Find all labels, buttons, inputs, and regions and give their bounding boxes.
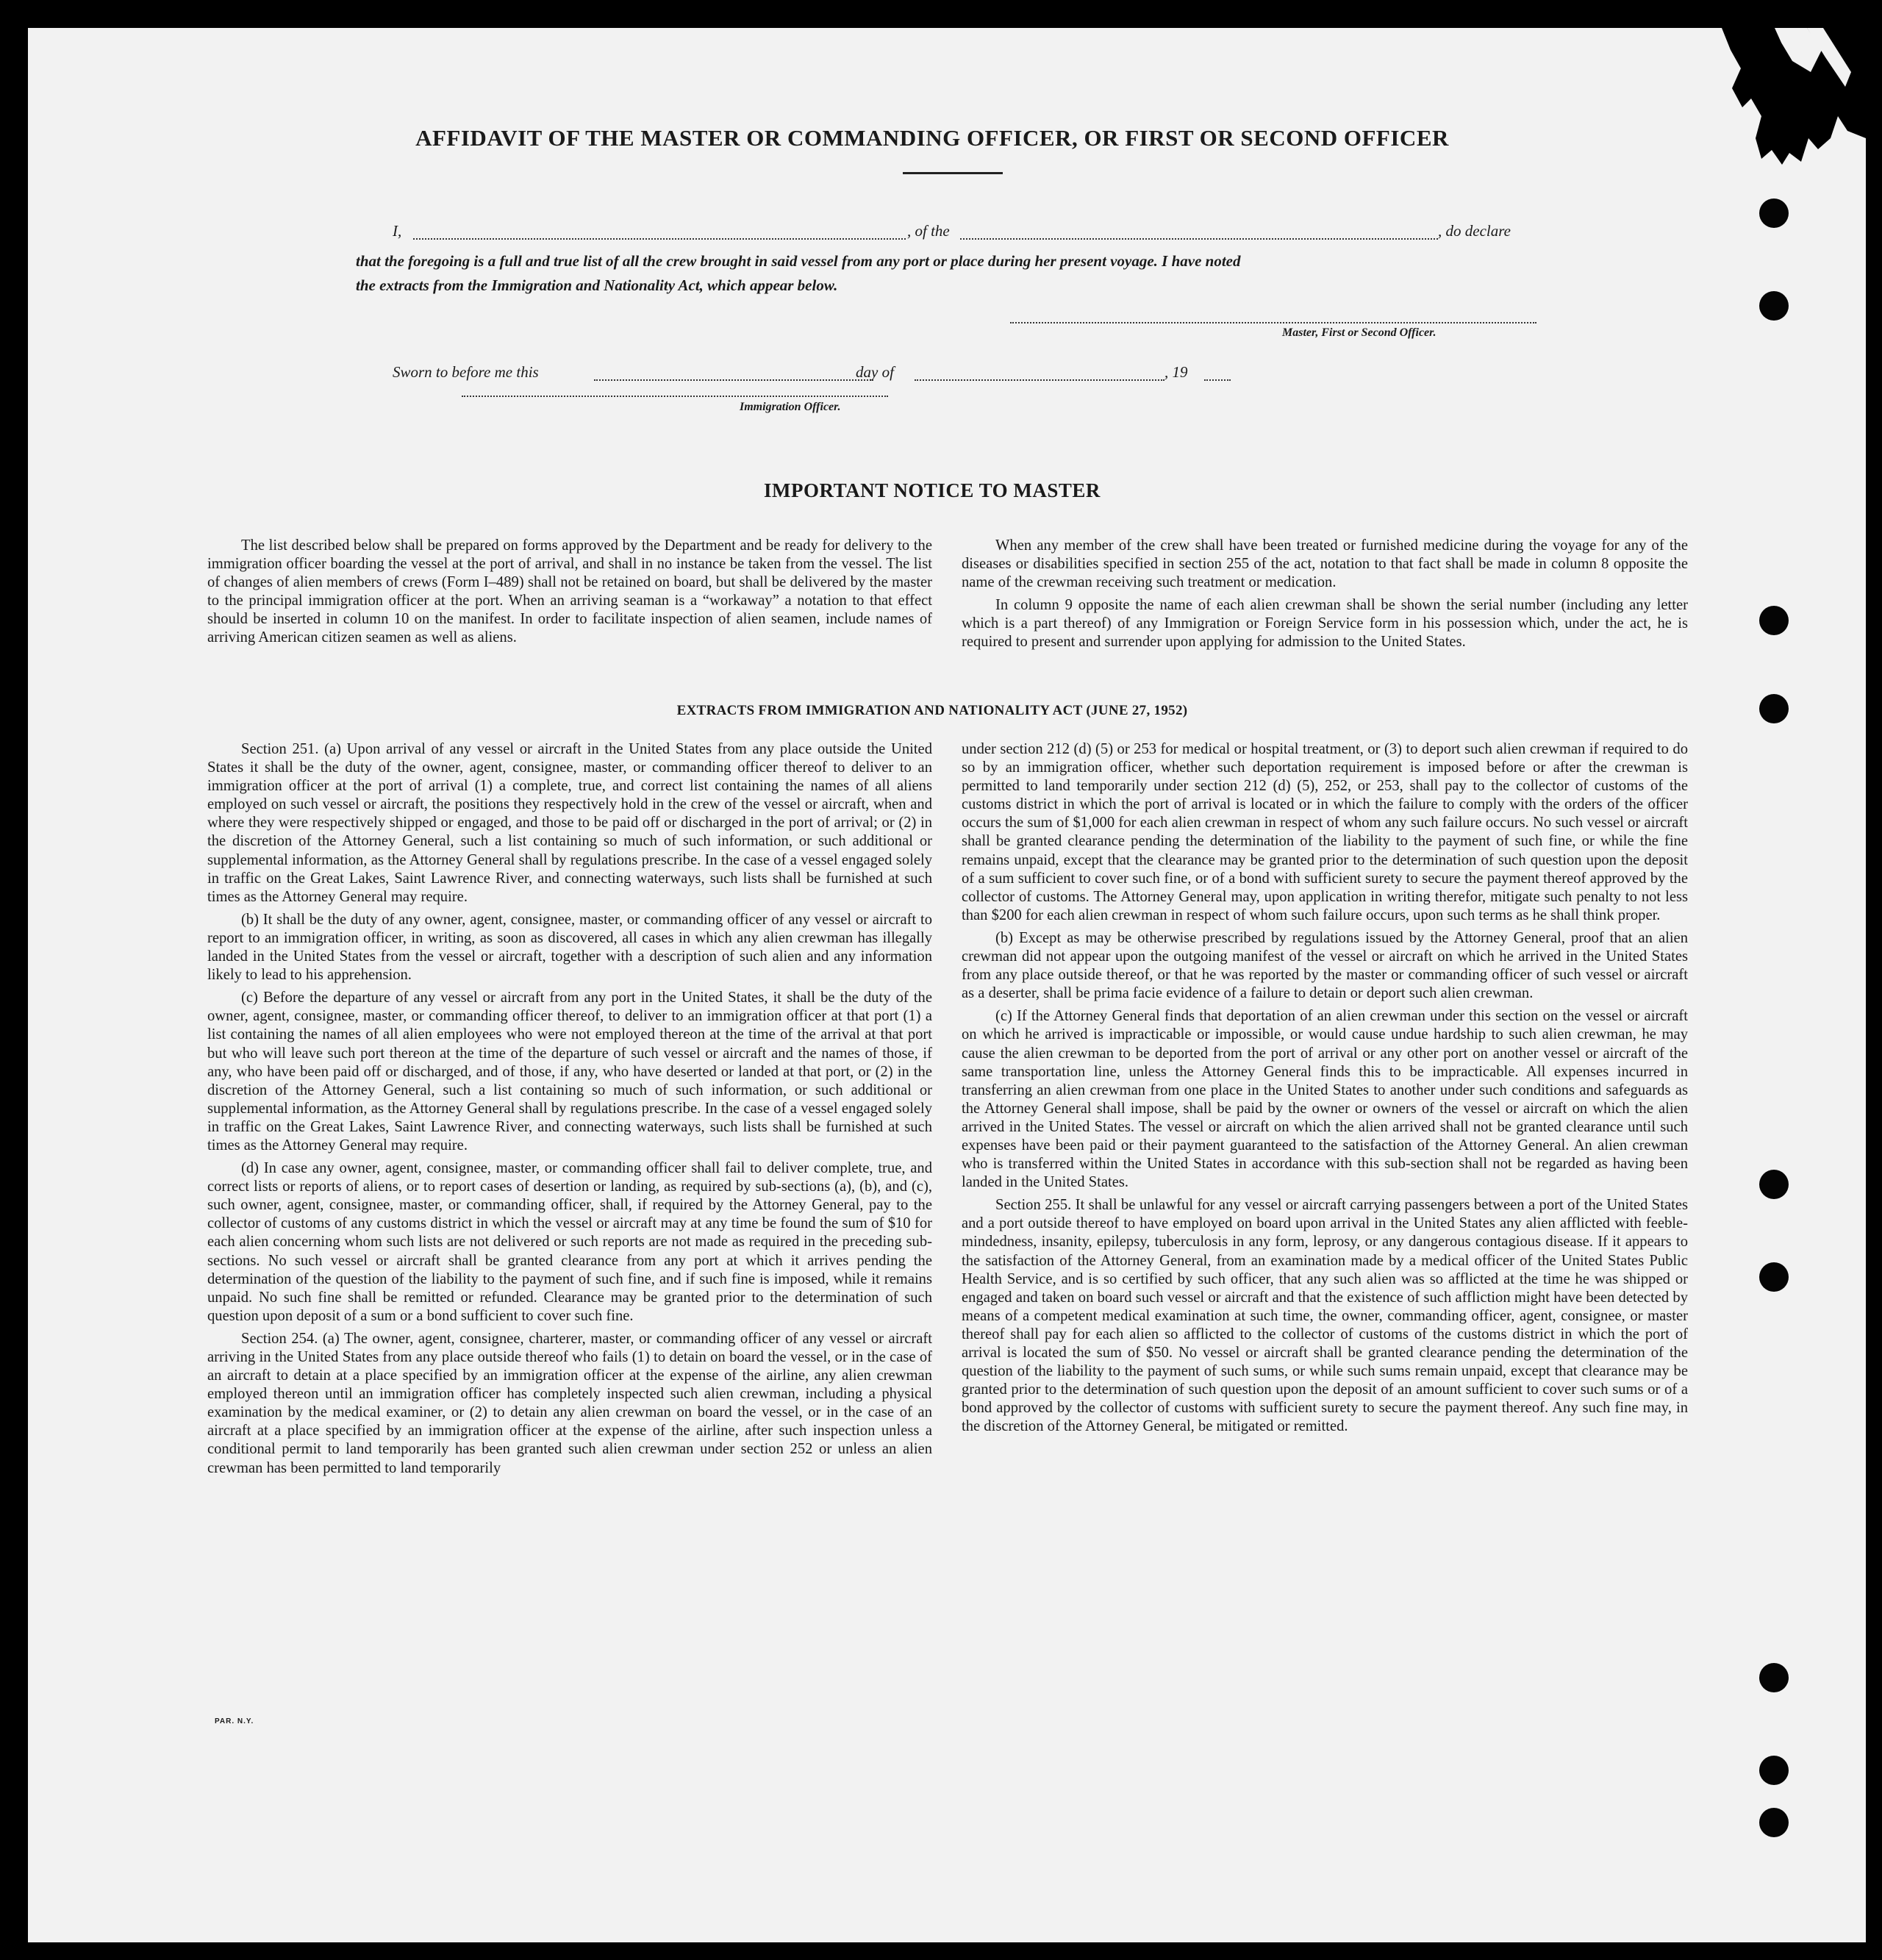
of-the-label: , of the <box>907 222 950 240</box>
vessel-name-field[interactable] <box>960 238 1438 240</box>
day-of-label: day of <box>856 363 894 381</box>
section-254-a: Section 254. (a) The owner, agent, consignee, charterer, master, or commanding officer of any vessel or aircraft arriving in the United States from any place outside thereof who fails (1) to detain on board the vessel, or in the case of an aircraft to detain at a place specified by an immigration officer at the expense of the airline, any alien crewman employed thereon until an immigration officer has completely inspected such alien crewman, including a physical examination by the medical examiner, or (2) to detain any alien crewman on board the vessel, or in the case of an aircraft at a place specified by an immigration officer at the expense of the airline, after such inspection unless a conditional permit to land temporarily has been granted such alien crewman under section 252 or unless an alien crewman has been permitted to land temporarily <box>207 1330 932 1476</box>
declarant-name-field[interactable] <box>413 238 906 240</box>
section-254-a-continued: under section 212 (d) (5) or 253 for medical or hospital treatment, or (3) to deport such alien crewman if required to do so by an immigration officer, whether such deportation requirement is imposed before or after the crewman is permitted to land temporarily under section 212 (d) (5), 252, or 253, shall pay to the collector of customs of the customs district in which the port of arrival is located or in which the failure to comply with the orders of the officer occurs the sum of $1,000 for each alien crewman in respect of whom any such failure occurs. No such vessel or aircraft shall be granted clearance pending the determination of the liability to the payment of such fine, or while the fine remains unpaid, except that the clearance may be granted prior to the determination of such question upon the deposit of a sum sufficient to cover such fine, or of a bond with sufficient surety to secure the payment thereof approved by the collector of customs. The Attorney General may, upon application in writing therefor, mitigate such penalty to not less than $200 for each alien crewman in respect of whom such failure occurs, upon such terms as he shall think proper. <box>962 741 1688 923</box>
extracts-right-column <box>962 740 1688 1436</box>
binder-hole <box>1759 606 1789 635</box>
notice-right-paragraph-2: In column 9 opposite the name of each alien crewman shall be shown the serial number (including any letter which is a part thereof) of any Immigration or Foreign Service form in his possession which, under the act, he is required to present and surrender upon applying for admission to the United States. <box>962 597 1688 651</box>
sworn-month-field[interactable] <box>915 379 1164 381</box>
binder-hole <box>1759 291 1789 321</box>
section-254-b: (b) Except as may be otherwise prescribed by regulations issued by the Attorney General, proof that an alien crewman did not appear upon the outgoing manifest of the vessel or aircraft on which he arrived in the United States from any place outside thereof, or that he was reported by the master or commanding officer of such vessel or aircraft as a deserter, shall be prima facie evidence of a failure to detain or deport such alien crewman. <box>962 929 1688 1002</box>
declaration-line-1: that the foregoing is a full and true list of all the crew brought in said vessel from any port or place during her present voyage. I have noted <box>356 252 1241 270</box>
notice-left-column <box>207 537 932 648</box>
notice-right-paragraph-1: When any member of the crew shall have been treated or furnished medicine during the voyage for any of the diseases or disabilities specified in section 255 of the act, notation to that fact shall be made in column 8 opposite the name of the crewman receiving such treatment or medication. <box>962 537 1688 591</box>
affidavit-title: AFFIDAVIT OF THE MASTER OR COMMANDING OFFICER, OR FIRST OR SECOND OFFICER <box>415 125 1449 151</box>
master-signature-caption: Master, First or Second Officer. <box>1282 326 1436 339</box>
binder-hole <box>1759 198 1789 228</box>
extracts-left-column <box>207 740 932 1478</box>
printer-mark: PAR. N.Y. <box>215 1717 254 1725</box>
form-page <box>28 28 1866 1942</box>
do-declare-label: , do declare <box>1438 222 1511 240</box>
section-251-b: (b) It shall be the duty of any owner, agent, consignee, master, or commanding officer of any vessel or aircraft to report to an immigration officer, in writing, as soon as discovered, all cases in which any alien crewman has illegally landed in the United States from the vessel or aircraft, together with a description of such alien and any information likely to lead to his apprehension. <box>207 911 932 984</box>
section-255: Section 255. It shall be unlawful for any vessel or aircraft carrying passengers between a port of the United States and a port outside thereof to have employed on board upon arrival in the United States any alien afflicted with feeble-mindedness, insanity, epilepsy, tuberculosis in any form, leprosy, or any dangerous contagious disease. If it appears to the satisfaction of the Attorney General, from an examination made by a medical officer of the United States Public Health Service, and is so certified by such officer, that any such alien was so afflicted at the time he was shipped or engaged and taken on board such vessel or aircraft and that the existence of such affliction might have been detected by means of a competent medical examination at such time, the owner, commanding officer, agent, consignee, or master thereof shall pay for each alien so afflicted to the collector of customs of the customs district in which the port of arrival is located the sum of $50. No vessel or aircraft shall be granted clearance pending the determination of the question of the liability to the payment of such sums, or while such sums remain unpaid, except that clearance may be granted prior to the determination of such question upon the deposit of an amount sufficient to cover such sums or of a bond approved by the collector of customs with sufficient surety to secure the payment thereof. Any such fine may, in the discretion of the Attorney General, be mitigated or remitted. <box>962 1197 1688 1435</box>
section-254-c: (c) If the Attorney General finds that deportation of an alien crewman under this section on the vessel or aircraft on which he arrived is impracticable or impossible, or would cause undue hardship to such alien crewman, he may cause the alien crewman to be deported from the port of arrival or any other port on another vessel or aircraft of the same transportation line, unless the Attorney General finds this to be impracticable. All expenses incurred in transferring an alien crewman from one place in the United States to another under such conditions and safeguards as the Attorney General shall impose, shall be paid by the owner or owners of the vessel or aircraft on which the alien arrived in the United States. The vessel or aircraft on which the alien arrived shall not be granted clearance until such expenses have been paid or their payment guaranteed to the satisfaction of the Attorney General. An alien crewman who is transferred within the United States in accordance with this sub-section shall not be regarded as having been landed in the United States. <box>962 1008 1688 1191</box>
binder-hole <box>1759 1262 1789 1292</box>
sworn-year-field[interactable] <box>1204 379 1231 381</box>
extracts-title: EXTRACTS FROM IMMIGRATION AND NATIONALITY ACT (JUNE 27, 1952) <box>676 703 1188 718</box>
declarant-label: I, <box>393 222 402 240</box>
binder-hole <box>1759 1808 1789 1837</box>
section-251-d: (d) In case any owner, agent, consignee, master, or commanding officer shall fail to deliver complete, true, and correct lists or reports of aliens, or to report cases of desertion or landing, as required by sub-sections (a), (b), and (c), such owner, agent, consignee, master, or commanding officer, shall, if required by the Attorney General, pay to the collector of customs of any customs district in which the vessel or aircraft may at any time be found the sum of $10 for each alien concerning whom such lists are not delivered or such reports are not made as required in the preceding sub-sections. No such vessel or aircraft shall be granted clearance from any port at which it arrives pending the determination of the question of the liability to the payment of such fine, and if such fine is imposed, while it remains unpaid. No such fine shall be remitted or refunded. Clearance may be granted prior to the determination of such question upon deposit of a sum or a bond sufficient to cover such fine. <box>207 1160 932 1324</box>
officer-signature-caption: Immigration Officer. <box>740 401 841 413</box>
sworn-label: Sworn to before me this <box>393 363 539 381</box>
title-underline <box>903 172 1003 174</box>
officer-signature-line[interactable] <box>462 396 888 397</box>
master-signature-line[interactable] <box>1010 322 1536 323</box>
binder-hole <box>1759 1170 1789 1199</box>
section-251-a: Section 251. (a) Upon arrival of any vessel or aircraft in the United States from any place outside the United States it shall be the duty of the owner, agent, consignee, master, or commanding officer thereof to deliver to an immigration officer at the port of arrival (1) a complete, true, and correct list containing the names of all aliens employed on such vessel or aircraft, the positions they respectively hold in the crew of the vessel or aircraft, when and where they were respectively shipped or engaged, and those to be paid off or discharged in the port of arrival; or (2) in the discretion of the Attorney General, such a list containing so much of such information, or such additional or supplemental information, as the Attorney General shall by regulations prescribe. In the case of a vessel engaged solely in traffic on the Great Lakes, Saint Lawrence River, and connecting waterways, such lists shall be furnished at such times as the Attorney General may require. <box>207 741 932 905</box>
notice-title: IMPORTANT NOTICE TO MASTER <box>764 479 1101 501</box>
year-label: , 19 <box>1164 363 1188 381</box>
notice-right-column <box>962 537 1688 652</box>
binder-hole <box>1759 1756 1789 1785</box>
section-251-c: (c) Before the departure of any vessel or aircraft from any port in the United States, it shall be the duty of the owner, agent, consignee, master, or commanding officer thereof, to deliver to an immigration officer at that port (1) a list containing the names of all alien employees who were not employed thereon at the time of the arrival at that port but who will leave such port thereon at the time of the departure of such vessel or aircraft and the names of those, if any, who have been paid off or discharged, and of those, if any, who have deserted or landed at that port, or (2) in the discretion of the Attorney General, such a list containing so much of such information, or such additional or supplemental information, as the Attorney General shall by regulations prescribe. In the case of a vessel engaged solely in traffic on the Great Lakes, Saint Lawrence River, and connecting waterways, such lists shall be furnished at such times as the Attorney General may require. <box>207 990 932 1154</box>
torn-corner <box>1572 28 1866 182</box>
sworn-day-field[interactable] <box>594 379 873 381</box>
notice-left-paragraph: The list described below shall be prepared on forms approved by the Department and be ready for delivery to the immigration officer boarding the vessel at the port of arrival, and shall in no instance be taken from the vessel. The list of changes of alien members of crews (Form I–489) shall not be retained on board, but shall be delivered by the master to the principal immigration officer at the port. When an arriving seaman is a “workaway” a notation to that effect should be inserted in column 10 on the manifest. In order to facilitate inspection of alien seamen, include names of arriving American citizen seamen as well as aliens. <box>207 537 932 646</box>
declaration-line-2: the extracts from the Immigration and Nationality Act, which appear below. <box>356 276 838 294</box>
binder-hole <box>1759 1663 1789 1692</box>
